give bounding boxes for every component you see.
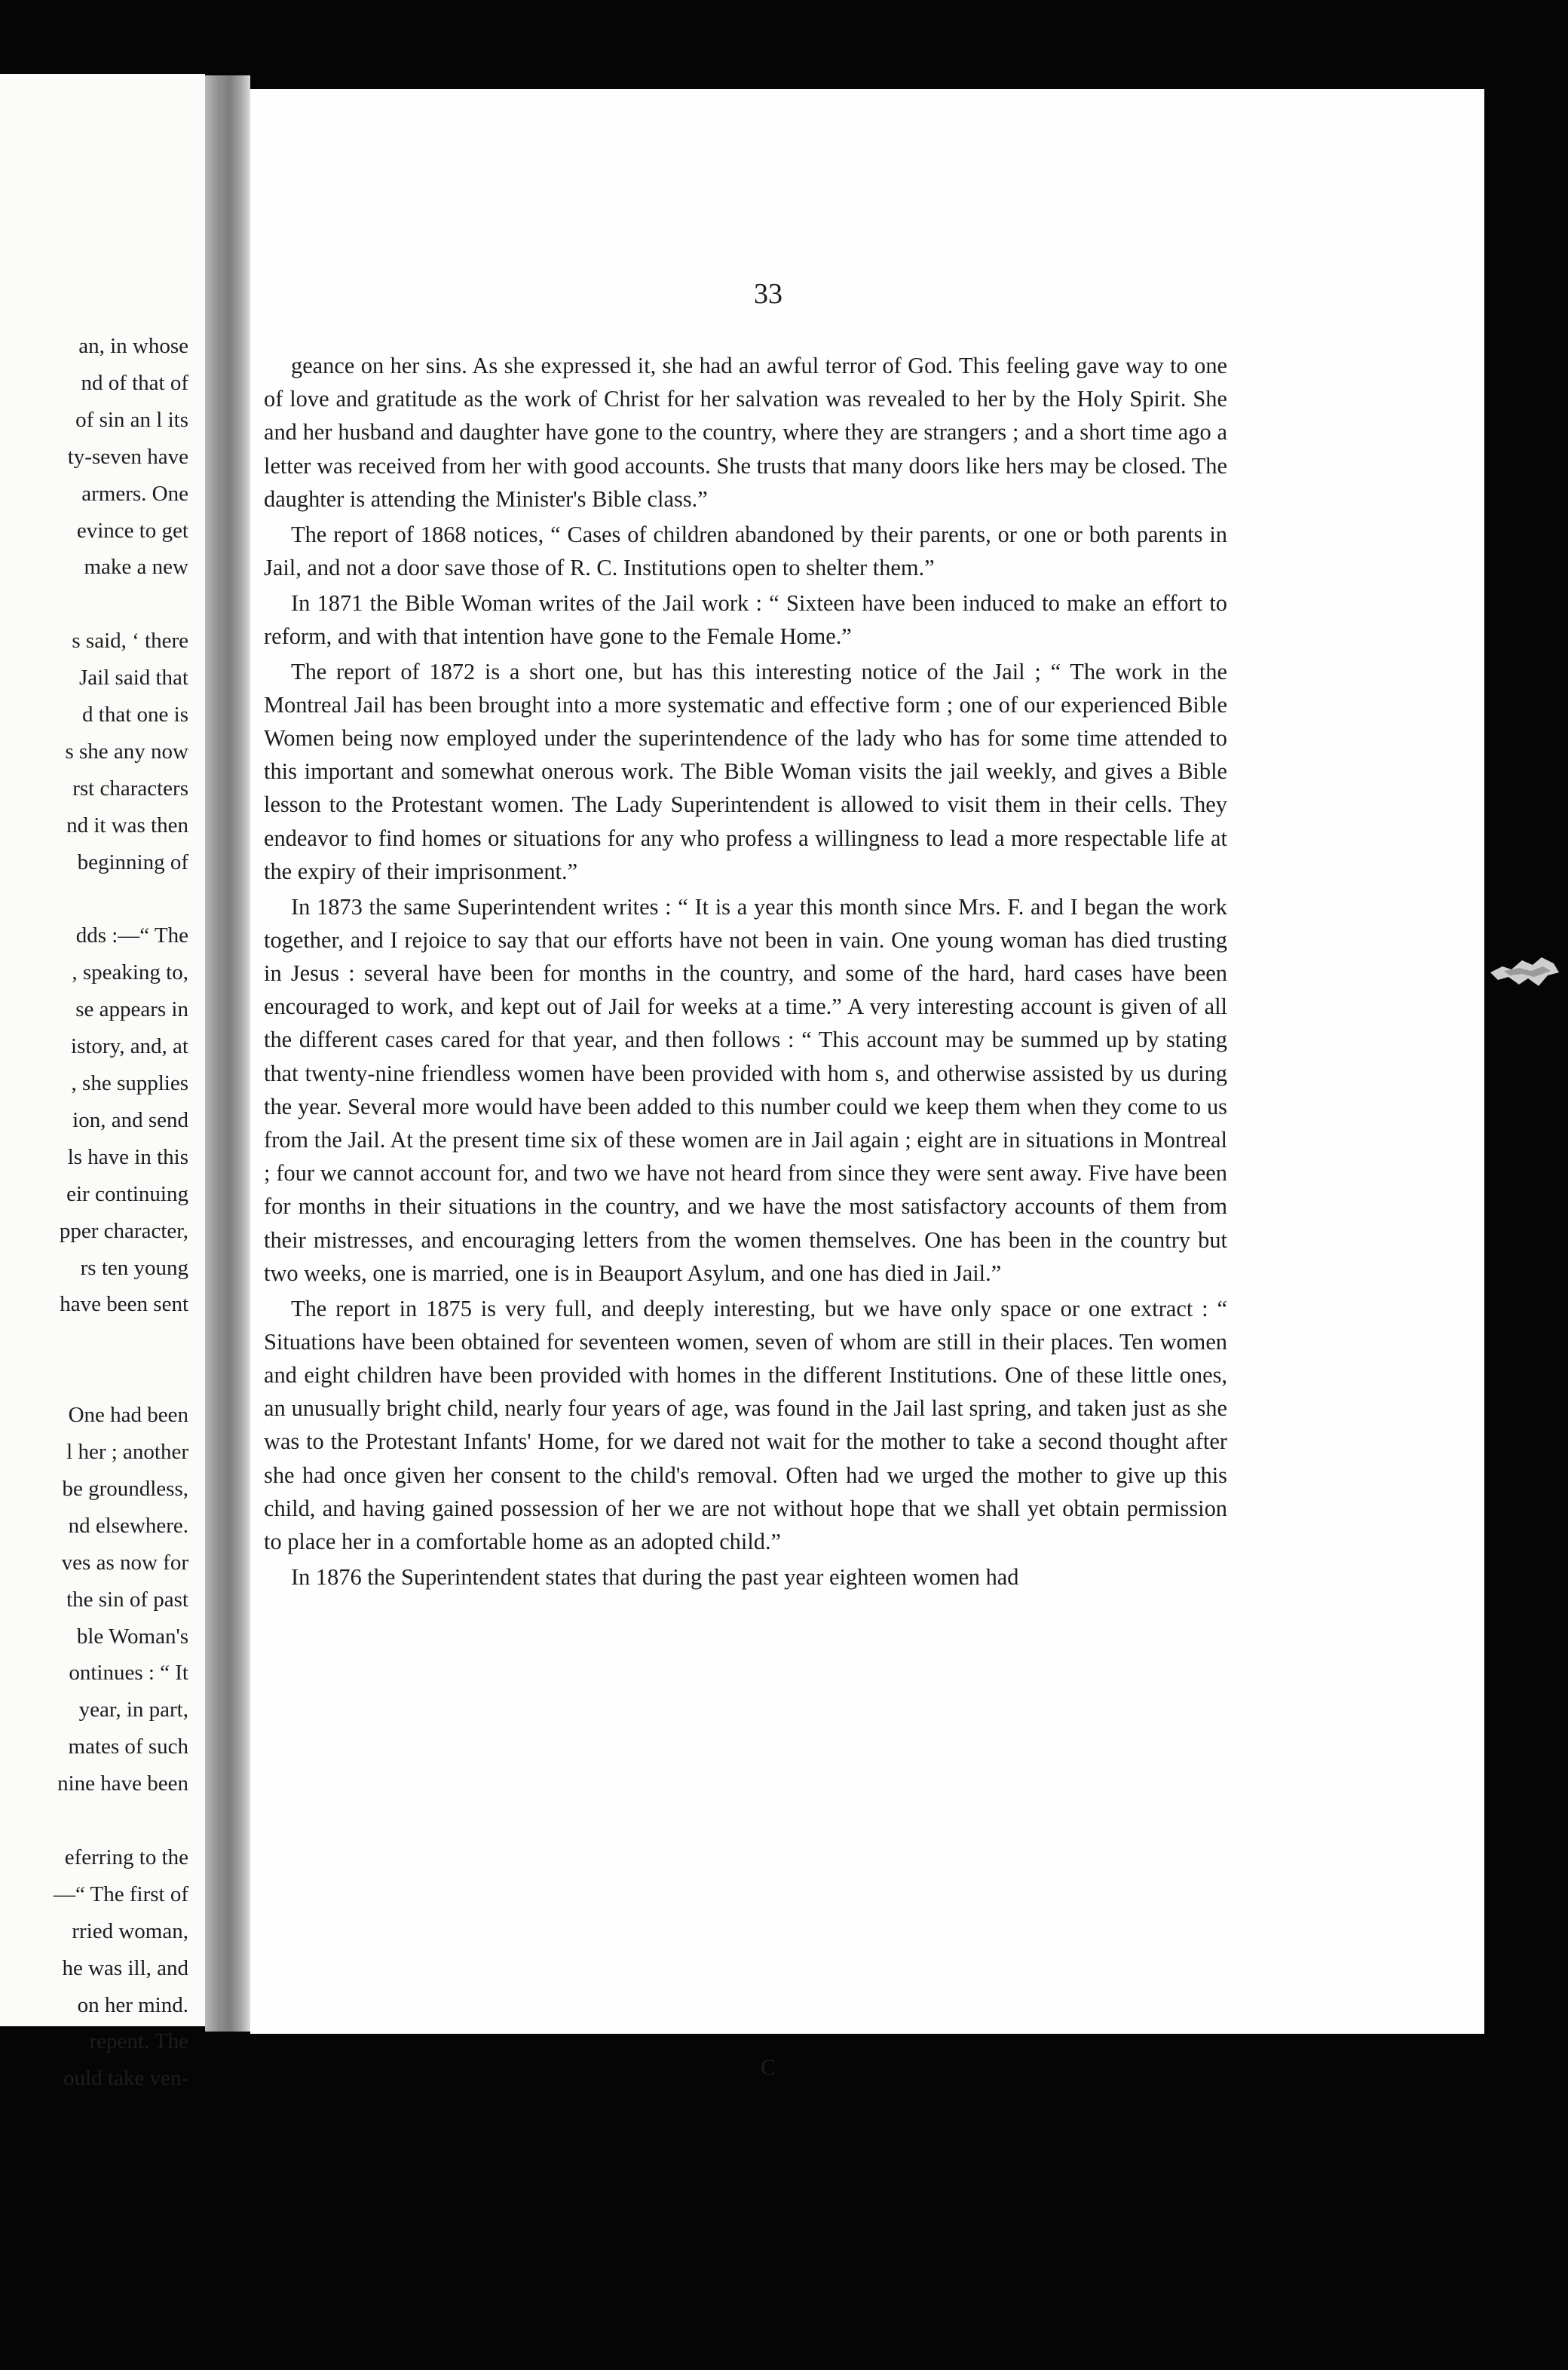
paragraph-continuation: geance on her sins. As she expressed it, she had an awful terror of God. This feeling gave way to one of love and gratitude as the work of Christ for her salvation was revealed to her by the Holy Spirit. She and her husband and daughter have gone to the country, where they are strangers ; and a short time ago a letter was received from her with good accounts. She trusts that many doors like hers may be closed. The daughter is attending the Minister's Bible class.” bbox=[264, 353, 1227, 512]
facing-page-line: mates of such bbox=[68, 1735, 188, 1759]
facing-page-line: ty-seven have bbox=[67, 444, 188, 469]
facing-page-line: se appears in bbox=[75, 997, 188, 1022]
signature-mark: C bbox=[760, 2055, 776, 2080]
facing-page-line: Jail said that bbox=[79, 666, 188, 690]
facing-page-line: of sin an l its bbox=[75, 407, 188, 432]
paragraph-report-1876: In 1876 the Superintendent states that during the past year eighteen women had bbox=[291, 1563, 1019, 1590]
facing-page-line: s she any now bbox=[65, 739, 188, 764]
facing-page-line: beginning of bbox=[77, 850, 188, 874]
facing-page-line: istory, and, at bbox=[71, 1034, 188, 1059]
facing-page-line: on her mind. bbox=[77, 1992, 188, 2017]
facing-page-line: make a new bbox=[84, 555, 188, 580]
scan-artifact-speck bbox=[1489, 950, 1560, 994]
facing-page-line: be groundless, bbox=[62, 1476, 188, 1501]
facing-page-line: ble Woman's bbox=[76, 1624, 188, 1649]
facing-page-line: he was ill, and bbox=[62, 1955, 188, 1980]
facing-page-line: dds :—“ The bbox=[75, 923, 188, 948]
facing-page-line: an, in whose bbox=[78, 334, 188, 358]
facing-page-line: , she supplies bbox=[71, 1071, 188, 1095]
facing-page-line: ontinues : “ It bbox=[69, 1661, 188, 1686]
facing-page-line: —“ The first of bbox=[53, 1882, 188, 1906]
facing-page-line: , speaking to, bbox=[72, 960, 188, 985]
facing-page-line: s said, ‘ there bbox=[72, 629, 188, 654]
paragraph-report-1873: In 1873 the same Superintendent writes : “ It is a year this month since Mrs. F. and I began the work together, and I rejoice to say that our efforts have not been in vain. One young woman has died trusting in Jesus : several have been for months in the country, and some of the hard, hard cases have been encouraged to work, and kept out of Jail for weeks at a time.” A very interesting account is given of all the different cases cared for that year, and then follows : “ This account may be summed up by stating that twenty-nine friendless women have been provided with hom s, and otherwise assisted by us during the year. Several more would have been added to this number could we keep them when they come to us from the Jail. At the present time six of these women are in Jail again ; eight are in situations in Montreal ; four we cannot account for, and two we have not heard from since they were sent away. Five have been for months in their situations in the country, and we have the most satisfactory accounts of them from their mistresses, and encouraging letters from the women themselves. One has been in the country but two weeks, one is married, one is in Beauport Asylum, and one has died in Jail.” bbox=[264, 893, 1227, 1286]
facing-page-line: ls have in this bbox=[67, 1144, 188, 1169]
facing-page-line: rs ten young bbox=[80, 1255, 188, 1280]
paragraph-report-1868: The report of 1868 notices, “ Cases of children abandoned by their parents, or one or both parents in Jail, and not a door save those of R. C. Institutions open to shelter them.” bbox=[264, 521, 1227, 580]
facing-page-line: the sin of past bbox=[66, 1587, 188, 1612]
body-text bbox=[264, 349, 1227, 1596]
facing-page-line: d that one is bbox=[82, 703, 188, 727]
facing-page-line: armers. One bbox=[81, 481, 188, 506]
page-number: 33 bbox=[754, 278, 782, 310]
paragraph-report-1875: The report in 1875 is very full, and deeply interesting, but we have only space or one extract : “ Situations have been obtained for seventeen women, seven of whom are still in their places. Ten women and eight children have been provided with homes in the different Institutions. One of these little ones, an unusually bright child, nearly four years of age, was found in the Jail last spring, and taken just as she was to the Protestant Infants' Home, for we dared not wait for the mother to take a second thought after she had once given her consent to the child's removal. Often had we urged the mother to give up this child, and having gained possession of her we are not without hope that we shall yet obtain permission to place her in a comfortable home as an adopted child.” bbox=[264, 1295, 1227, 1555]
facing-page-line: nd of that of bbox=[81, 370, 188, 395]
facing-page-line: eferring to the bbox=[64, 1845, 188, 1869]
facing-page-line: ves as now for bbox=[61, 1550, 188, 1575]
facing-page-line: repent. The bbox=[89, 2029, 188, 2054]
facing-page-line: year, in part, bbox=[78, 1698, 188, 1722]
page-33 bbox=[250, 89, 1484, 2080]
facing-page-line: ould take ven- bbox=[63, 2066, 188, 2091]
facing-page-line: ion, and send bbox=[72, 1107, 188, 1132]
facing-page-line: evince to get bbox=[76, 518, 188, 543]
facing-page-line: One had been bbox=[68, 1403, 188, 1428]
facing-page-line: nine have been bbox=[57, 1771, 188, 1796]
facing-page-line: nd it was then bbox=[66, 813, 188, 837]
facing-page-line: pper character, bbox=[59, 1218, 188, 1243]
facing-page-line: have been sent bbox=[60, 1292, 188, 1317]
facing-page-line: eir continuing bbox=[66, 1181, 188, 1206]
facing-page-line: rried woman, bbox=[72, 1918, 188, 1943]
facing-page-left bbox=[0, 74, 205, 2091]
facing-page-line: l her ; another bbox=[66, 1440, 188, 1464]
book-gutter bbox=[205, 75, 250, 2032]
paragraph-report-1872: The report of 1872 is a short one, but has this interesting notice of the Jail ; “ The work in the Montreal Jail has been brought into a more systematic and effective form ; one of our experienced Bible Women being now employed under the superintendence of the lady who has for some time attended to this important and somewhat onerous work. The Bible Woman visits the jail weekly, and gives a Bible lesson to the Protestant women. The Lady Superintendent is allowed to visit them in their cells. They endeavor to find homes or situations for any who profess a willingness to lead a more respectable life at the expiry of their imprisonment.” bbox=[264, 658, 1227, 884]
paragraph-report-1871: In 1871 the Bible Woman writes of the Jail work : “ Sixteen have been induced to make an effort to reform, and with that intention have gone to the Female Home.” bbox=[264, 589, 1227, 649]
facing-page-line: nd elsewhere. bbox=[68, 1513, 188, 1538]
facing-page-line: rst characters bbox=[72, 776, 188, 801]
